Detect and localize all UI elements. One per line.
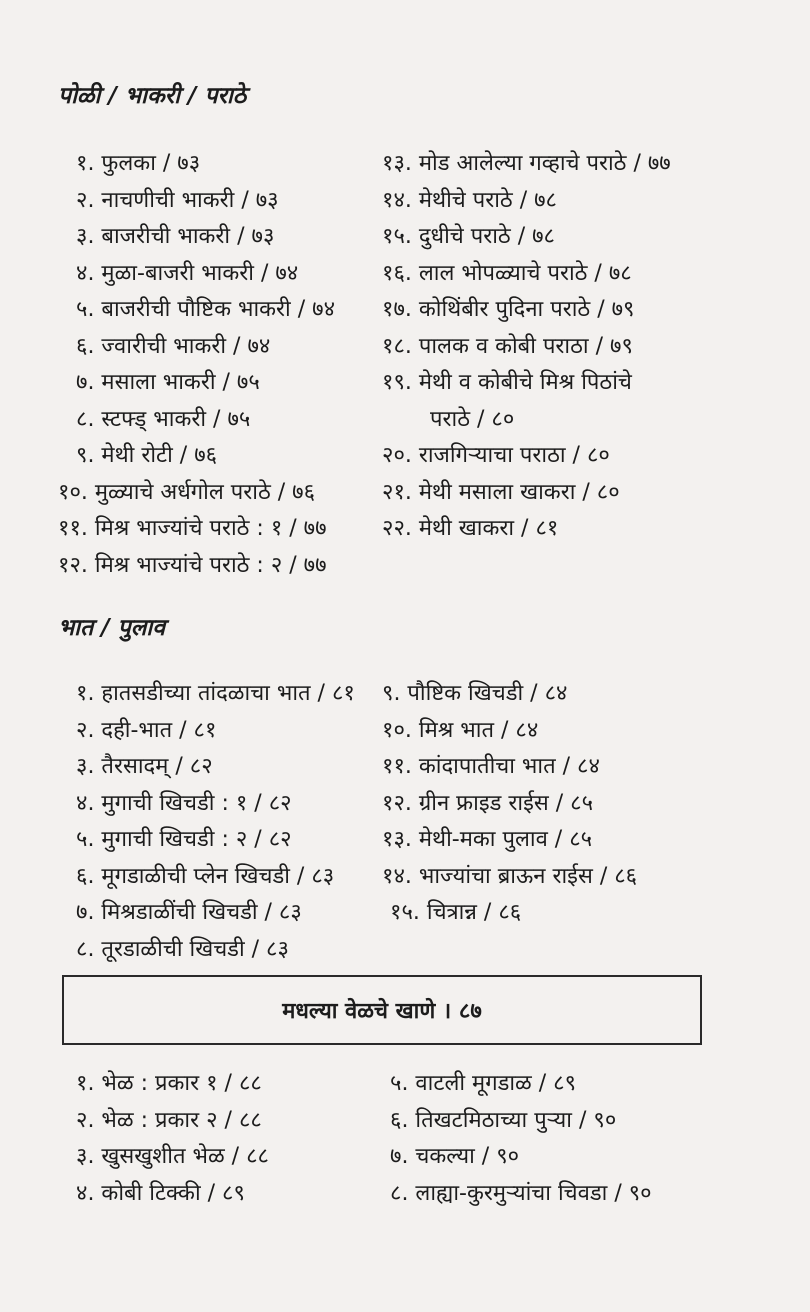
list-item: ५. वाटली मूगडाळ / ८९	[390, 1071, 577, 1096]
list-item: ७. चकल्या / ९०	[390, 1144, 520, 1169]
list-item: ७. मिश्रडाळींची खिचडी / ८३	[76, 900, 302, 925]
list-item: १०. मिश्र भात / ८४	[382, 717, 539, 743]
list-item: ३. बाजरीची भाकरी / ७३	[76, 224, 275, 249]
madhalya-right-column	[390, 1066, 652, 1212]
list-item: ४. मुगाची खिचडी : १ / ८२	[76, 790, 292, 816]
list-item: १. फुलका / ७३	[76, 151, 201, 176]
list-item: ९. पौष्टिक खिचडी / ८४	[382, 681, 568, 706]
list-item: १७. कोथिंबीर पुदिना पराठे / ७९	[382, 297, 635, 322]
list-item: १३. मोड आलेल्या गव्हाचे पराठे / ७७	[382, 151, 671, 176]
list-item: ६. तिखटमिठाच्या पुऱ्या / ९०	[390, 1107, 617, 1133]
section-heading-madhalya: मधल्या वेळचे खाणे । ८७	[282, 999, 482, 1024]
list-item: २. दही-भात / ८१	[76, 717, 217, 743]
list-item: १९. मेथी व कोबीचे मिश्र पिठांचे	[382, 370, 632, 395]
list-item: १५. चित्रान्न / ८६	[390, 900, 522, 925]
list-item: ४. मुळा-बाजरी भाकरी / ७४	[76, 260, 299, 286]
list-item: ९. मेथी रोटी / ७६	[76, 443, 218, 468]
list-item: २. नाचणीची भाकरी / ७३	[76, 187, 279, 213]
list-item: २२. मेथी खाकरा / ८१	[382, 516, 559, 541]
list-item: १८. पालक व कोबी पराठा / ७९	[382, 333, 633, 359]
list-item: २१. मेथी मसाला खाकरा / ८०	[382, 479, 620, 505]
list-item-continuation: पराठे / ८०	[430, 406, 515, 432]
list-item: १. भेळ : प्रकार १ / ८८	[76, 1071, 262, 1096]
list-item: ६. ज्वारीची भाकरी / ७४	[76, 333, 271, 359]
list-item: ४. कोबी टिक्की / ८९	[76, 1180, 245, 1206]
section-heading-poli-bhakri-parathe: पोळी / भाकरी / पराठे	[58, 83, 247, 109]
list-item: ८. स्टफ्ड् भाकरी / ७५	[76, 406, 251, 432]
bhat-left-column	[76, 676, 355, 968]
list-item: ७. मसाला भाकरी / ७५	[76, 370, 260, 395]
list-item: १६. लाल भोपळ्याचे पराठे / ७८	[382, 260, 632, 286]
section-heading-box-madhalya-velche-khane	[62, 975, 702, 1045]
section-heading-bhat-pulav: भात / पुलाव	[58, 615, 166, 641]
list-item: ११. मिश्र भाज्यांचे पराठे : १ / ७७	[58, 516, 327, 541]
list-item: १४. भाज्यांचा ब्राऊन राईस / ८६	[382, 863, 638, 889]
list-item: २. भेळ : प्रकार २ / ८८	[76, 1107, 262, 1133]
list-item: ८. लाह्या-कुरमुऱ्यांचा चिवडा / ९०	[390, 1180, 652, 1206]
list-item: ११. कांदापातीचा भात / ८४	[382, 754, 600, 779]
list-item: १. हातसडीच्या तांदळाचा भात / ८१	[76, 681, 355, 706]
list-item: १२. ग्रीन फ्राइड राईस / ८५	[382, 790, 594, 816]
list-item: ३. खुसखुशीत भेळ / ८८	[76, 1144, 269, 1169]
list-item: ५. मुगाची खिचडी : २ / ८२	[76, 827, 292, 852]
list-item: २०. राजगिऱ्याचा पराठा / ८०	[382, 443, 610, 468]
poli-left-column	[58, 146, 336, 584]
list-item: ५. बाजरीची पौष्टिक भाकरी / ७४	[76, 297, 336, 322]
list-item: १२. मिश्र भाज्यांचे पराठे : २ / ७७	[58, 552, 327, 578]
madhalya-left-column	[76, 1066, 269, 1212]
list-item: १५. दुधीचे पराठे / ७८	[382, 224, 555, 249]
list-item: १३. मेथी-मका पुलाव / ८५	[382, 827, 593, 852]
bhat-right-column	[382, 676, 637, 932]
list-item: ८. तूरडाळीची खिचडी / ८३	[76, 936, 289, 962]
poli-right-column	[382, 146, 671, 548]
list-item: १४. मेथीचे पराठे / ७८	[382, 187, 557, 213]
list-item: ६. मूगडाळीची प्लेन खिचडी / ८३	[76, 863, 335, 889]
list-item: ३. तैरसादम् / ८२	[76, 754, 213, 779]
list-item: १०. मुळ्याचे अर्धगोल पराठे / ७६	[58, 479, 316, 505]
